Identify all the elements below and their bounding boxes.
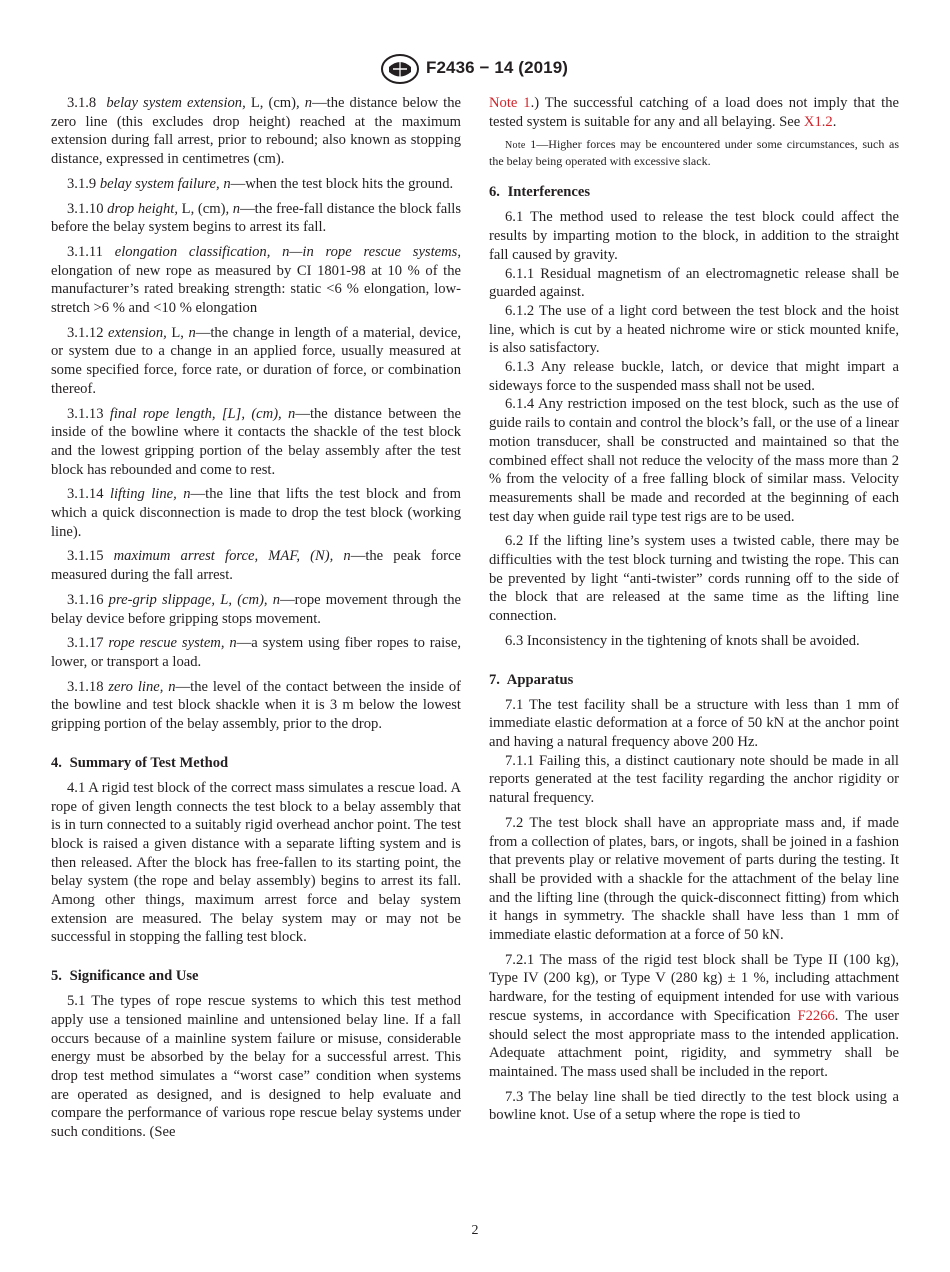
definition-3-1-16: 3.1.16 pre-grip slippage, L, (cm), n—rope movement through the belay device before gripping stops movement. — [51, 591, 461, 627]
f2266-link[interactable]: F2266 — [797, 1007, 835, 1024]
left-column — [51, 94, 461, 1148]
paragraph-6-3: 6.3 Inconsistency in the tightening of knots shall be avoided. — [505, 632, 860, 649]
paragraph-6-1-1: 6.1.1 Residual magnetism of an electromagnetic release shall be guarded against. — [489, 265, 899, 301]
x1-2-link[interactable]: X1.2 — [803, 113, 833, 130]
paragraph-6-1-4: 6.1.4 Any restriction imposed on the test block, such as the use of guide rails to contain and control the block’s fall, or the use of a linear motion transducer, shall be constructed and maintained so that the combined effect shall not reduce the velocity of the mass more than 2 % from the velocity of a free falling block of similar mass. Velocity measurements shall be made and recorded at the beginning of each test day when guide rail type test rigs are to be used. — [489, 396, 899, 525]
paragraph-6-1-2: 6.1.2 The use of a light cord between the test block and the hoist line, which is cut by a heated nichrome wire or stick mounted knife, is also satisfactory. — [489, 302, 899, 357]
section-6-heading: 6. Interferences — [489, 184, 590, 201]
definition-3-1-12: 3.1.12 extension, L, n—the change in length of a material, device, or system due to a change in an applied force, usually measured at some specified force, force rate, or duration of force, or combination thereof. — [51, 324, 461, 397]
section-5-heading: 5. Significance and Use — [51, 968, 199, 985]
definition-3-1-8: 3.1.8 belay system extension, L, (cm), n—the distance below the zero line (this excludes drop height) reached at the maximum extension during fall arrest, prior to rebound; also known as stopping distance, expressed in centimetres (cm). — [51, 95, 462, 168]
note-1: Note 1—Higher forces may be encountered under some circumstances, such as the belay being operated with excessive slack. — [489, 137, 900, 168]
definition-3-1-10: 3.1.10 drop height, L, (cm), n—the free-fall distance the block falls before the belay system begins to arrest its fall. — [51, 200, 461, 236]
standard-designation: F2436 − 14 (2019) — [426, 58, 569, 77]
paragraph-7-3: 7.3 The belay line shall be tied directly to the test block using a bowline knot. Use of a setup where the rope is tied to — [489, 1088, 899, 1124]
definition-3-1-14: 3.1.14 lifting line, n—the line that lifts the test block and from which a quick disconnection is made to drop the test block (working line). — [51, 486, 461, 540]
paragraph-7-2: 7.2 The test block shall have an appropriate mass and, if made from a collection of plates, bars, or ingots, shall be joined in a fashion that prevents play or relative movement of parts during the testing. It shall be provided with a shackle for the attachment of the belay line and the lifting line (through the quick-disconnect fitting) from which it hangs in symmetry. The shackle shall have less than 1 mm of immediate elastic deformation at a force of 50 kN. — [489, 814, 899, 944]
page-header — [0, 53, 950, 87]
section-7-heading: 7. Apparatus — [489, 671, 574, 688]
section-4-heading: 4. Summary of Test Method — [51, 754, 229, 771]
definition-3-1-15: 3.1.15 maximum arrest force, MAF, (N), n—the peak force measured during the fall arrest. — [51, 548, 461, 584]
paragraph-4-1: 4.1 A rigid test block of the correct mass simulates a rescue load. A rope of given length connects the test block to a belay assembly that is in turn connected to a suitably rigid overhead anchor point. The test block is raised a given distance with a separate lifting system and is then released. After the block has free-fallen to its starting point, the belay system (the rope and belay assembly) begins to arrest its fall. Among other things, maximum arrest force and belay system extension are measured. The belay system may or may not be successful in stopping the falling test block. — [51, 779, 461, 946]
definition-3-1-13: 3.1.13 final rope length, [L], (cm), n—the distance between the inside of the bowline where it contacts the shackle of the test block and the lowest gripping portion of the belay assembly after the test block has rebounded and come to rest. — [51, 405, 462, 478]
astm-logo-icon — [380, 53, 420, 85]
note-1-link[interactable]: Note 1 — [489, 95, 531, 111]
paragraph-5-1-continued: Note 1.) The successful catching of a load does not imply that the tested system is suitable for any and all belaying. See X1.2. — [489, 95, 899, 130]
definition-3-1-9: 3.1.9 belay system failure, n—when the test block hits the ground. — [67, 175, 454, 192]
page-number: 2 — [471, 1223, 479, 1238]
paragraph-7-2-1: 7.2.1 The mass of the rigid test block shall be Type II (100 kg), Type IV (200 kg), or Type V (280 kg) ± 1 %, including attachment hardware, for the testing of equipment intended for use with various rescue systems, in accordance with Specification F2266. The user should select the most appropriate mass to the intended application. Adequate attachment point, rigidity, and symmetry shall be maintained. The mass used shall be included in the report. — [489, 951, 899, 1080]
paragraph-5-1: 5.1 The types of rope rescue systems to which this test method apply use a tensioned mainline and untensioned belay line. If a fall occurs because of a mainline system failure or misuse, considerable energy must be absorbed by the belay for a successful arrest. This drop test method simulates a “worst case” condition when systems are operated as designed, and is designed to help evaluate and compare the performance of various rope rescue belay systems under such conditions. (See — [51, 993, 461, 1141]
paragraph-7-1-1: 7.1.1 Failing this, a distinct cautionary note should be made in all reports generated at the test facility regarding the anchor rigidity or natural frequency. — [489, 752, 899, 807]
paragraph-6-1: 6.1 The method used to release the test block could affect the results by imparting motion to the block, in addition to the straight fall caused by gravity. — [489, 209, 899, 263]
definition-3-1-11: 3.1.11 elongation classification, n—in rope rescue systems, elongation of new rope as measured by CI 1801-98 at 10 % of the manufacturer’s rated breaking strength: static <6 % elongation, low-stretch >6 % and <10 % elongation — [51, 243, 462, 317]
definition-3-1-17: 3.1.17 rope rescue system, n—a system using fiber ropes to raise, lower, or transport a load. — [51, 635, 461, 670]
paragraph-6-2: 6.2 If the lifting line’s system uses a twisted cable, there may be difficulties with the test block turning and twisting the rope. This can be prevented by light “anti-twister” cords running off to the side of the block that are released at the same time as the lifting line connection. — [489, 533, 899, 625]
right-column — [489, 94, 899, 1131]
paragraph-7-1: 7.1 The test facility shall be a structure with less than 1 mm of immediate elastic deformation at a force of 50 kN at the anchor point and having a natural frequency above 200 Hz. — [489, 696, 899, 750]
definition-3-1-18: 3.1.18 zero line, n—the level of the contact between the inside of the bowline and test block shackle when it is 3 m below the lowest gripping portion of the belay assembly, prior to the drop. — [51, 678, 461, 733]
paragraph-6-1-3: 6.1.3 Any release buckle, latch, or device that might impart a sideways force to the suspended mass shall not be used. — [489, 359, 899, 394]
